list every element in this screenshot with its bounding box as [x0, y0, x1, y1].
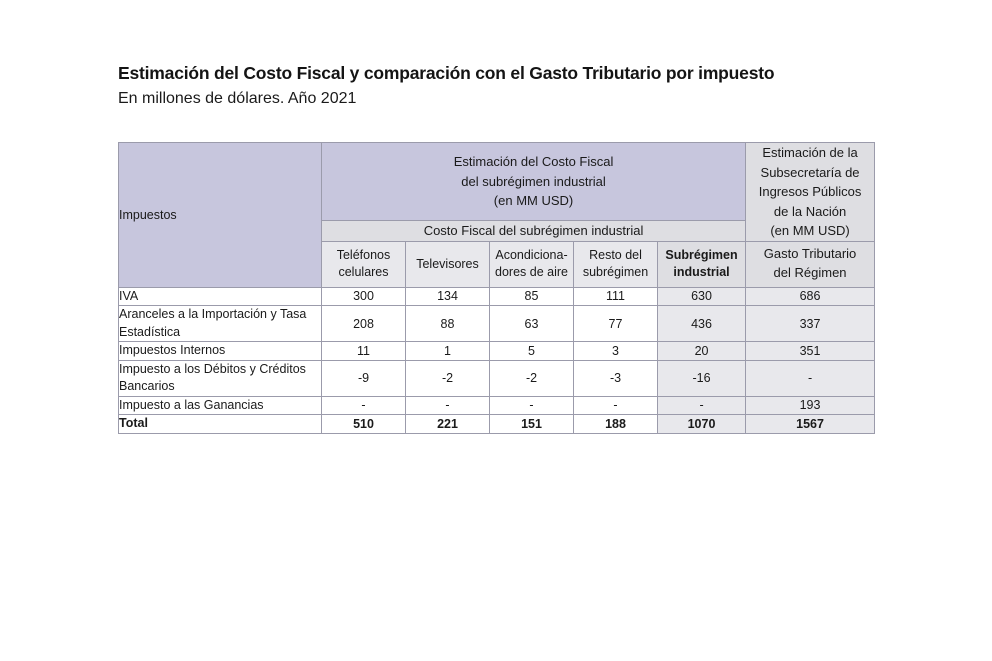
cell-total-telefonos: 510 [322, 415, 406, 434]
header-group-subsecretaria-line1: Estimación de la [762, 145, 858, 161]
table-row [119, 360, 875, 396]
cell-total-subregimen: 1070 [658, 415, 746, 434]
column-header-resto-del-subregimen-line1: Resto del [589, 248, 642, 263]
table-row [119, 396, 875, 415]
column-header-televisores-line1: Televisores [416, 256, 479, 271]
table-row [119, 306, 875, 342]
cell-iva-resto: 111 [574, 287, 658, 306]
column-header-subregimen-industrial-line1: Subrégimen [665, 248, 738, 263]
header-impuestos: Impuestos [119, 143, 322, 288]
cell-ganancias-telefonos: - [322, 396, 406, 415]
row-label-impuestos-internos: Impuestos Internos [119, 342, 322, 361]
cell-total-acondicionadores: 151 [490, 415, 574, 434]
cell-ganancias-resto: - [574, 396, 658, 415]
table-row [119, 342, 875, 361]
column-header-resto-del-subregimen-line2: subrégimen [582, 265, 649, 280]
cell-total-televisores: 221 [406, 415, 490, 434]
cell-debitos-televisores: -2 [406, 360, 490, 396]
row-label-aranceles: Aranceles a la Importación y Tasa Estadística [119, 306, 322, 342]
cell-debitos-subregimen: -16 [658, 360, 746, 396]
header-band-costo-fiscal: Costo Fiscal del subrégimen industrial [322, 220, 746, 241]
cell-ganancias-televisores: - [406, 396, 490, 415]
cell-internos-subregimen: 20 [658, 342, 746, 361]
column-header-gasto-tributario-line1: Gasto Tributario [763, 246, 857, 262]
header-group-costo-fiscal-line1: Estimación del Costo Fiscal [453, 154, 614, 170]
column-header-subregimen-industrial-line2: industrial [673, 265, 730, 280]
cell-aranceles-gasto: 337 [746, 306, 875, 342]
cell-iva-acondicionadores: 85 [490, 287, 574, 306]
header-group-costo-fiscal-line3: (en MM USD) [493, 193, 574, 209]
header-group-subsecretaria-line4: de la Nación [773, 203, 847, 219]
row-label-debitos-creditos: Impuesto a los Débitos y Créditos Bancarios [119, 360, 322, 396]
cell-internos-gasto: 351 [746, 342, 875, 361]
cell-aranceles-resto: 77 [574, 306, 658, 342]
row-label-iva: IVA [119, 287, 322, 306]
cell-internos-telefonos: 11 [322, 342, 406, 361]
cell-ganancias-gasto: 193 [746, 396, 875, 415]
cell-iva-telefonos: 300 [322, 287, 406, 306]
header-group-subsecretaria-line3: Ingresos Públicos [758, 184, 862, 200]
page-subtitle: En millones de dólares. Año 2021 [118, 89, 357, 107]
cell-debitos-gasto: - [746, 360, 875, 396]
fiscal-table [118, 142, 875, 434]
table-row-total [119, 415, 875, 434]
column-header-acondicionadores-de-aire-line2: dores de aire [495, 265, 568, 280]
column-header-telefonos-celulares-line1: Teléfonos [336, 248, 391, 263]
column-header-telefonos-celulares [322, 241, 406, 287]
header-group-costo-fiscal-line2: del subrégimen industrial [461, 173, 606, 189]
cell-iva-gasto: 686 [746, 287, 875, 306]
table-row [119, 287, 875, 306]
cell-aranceles-televisores: 88 [406, 306, 490, 342]
column-header-gasto-tributario-line2: del Régimen [773, 265, 847, 281]
header-group-subsecretaria-line2: Subsecretaría de [760, 164, 860, 180]
page-title: Estimación del Costo Fiscal y comparación con el Gasto Tributario por impuesto [118, 63, 775, 83]
column-header-gasto-tributario [746, 241, 875, 287]
cell-total-resto: 188 [574, 415, 658, 434]
column-header-televisores [406, 241, 490, 287]
table-header-row-groups [119, 143, 875, 221]
cell-internos-acondicionadores: 5 [490, 342, 574, 361]
cell-debitos-telefonos: -9 [322, 360, 406, 396]
cell-internos-televisores: 1 [406, 342, 490, 361]
column-header-acondicionadores-de-aire-line1: Acondiciona- [495, 248, 568, 263]
row-label-total: Total [119, 415, 322, 434]
cell-debitos-acondicionadores: -2 [490, 360, 574, 396]
cell-aranceles-subregimen: 436 [658, 306, 746, 342]
column-header-subregimen-industrial [658, 241, 746, 287]
column-header-telefonos-celulares-line2: celulares [338, 265, 389, 280]
cell-total-gasto: 1567 [746, 415, 875, 434]
cell-iva-televisores: 134 [406, 287, 490, 306]
cell-internos-resto: 3 [574, 342, 658, 361]
header-group-costo-fiscal [322, 143, 746, 221]
header-group-subsecretaria [746, 143, 875, 242]
cell-ganancias-acondicionadores: - [490, 396, 574, 415]
header-group-subsecretaria-line5: (en MM USD) [770, 223, 850, 239]
cell-debitos-resto: -3 [574, 360, 658, 396]
cell-aranceles-telefonos: 208 [322, 306, 406, 342]
column-header-acondicionadores-de-aire [490, 241, 574, 287]
column-header-resto-del-subregimen [574, 241, 658, 287]
cell-aranceles-acondicionadores: 63 [490, 306, 574, 342]
cell-iva-subregimen: 630 [658, 287, 746, 306]
cell-ganancias-subregimen: - [658, 396, 746, 415]
row-label-ganancias: Impuesto a las Ganancias [119, 396, 322, 415]
